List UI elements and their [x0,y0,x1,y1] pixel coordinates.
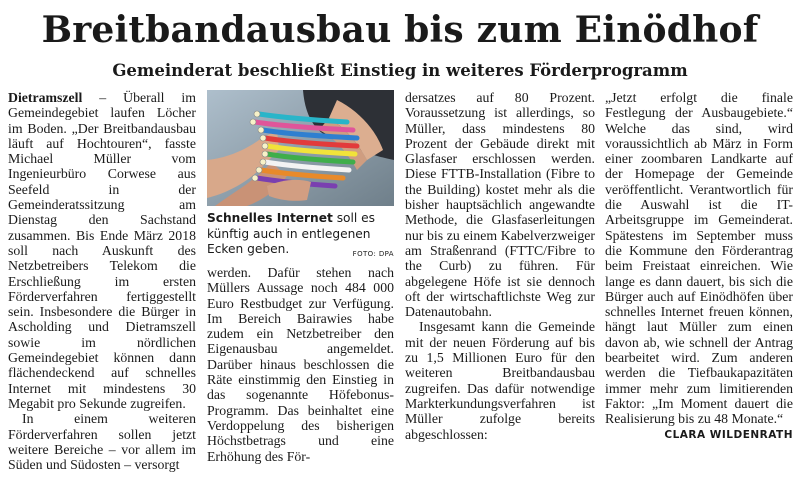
photo-caption [207,211,394,263]
paragraph-text: „Jetzt erfolgt die finale Festlegung der Ausbaugebiete.“ Welche das sind, wird voraussichtlich ab März in Form einer zoombaren Landkarte auf der Homepage der Gemeinde veröffentlicht. Verantwortlich für die Auswahl ist die IT-Arbeitsgruppe im Gemeinderat. Spätestens im September muss die Kommune den Förderantrag beim Freistaat einreichen. Wie lange es dann dauert, bis sich die Bürger auch auf Einödhöfen über schnelles Internet freuen können, hängt laut Müller zum einen davon ab, wie schnell der Antrag bearbeitet wird. Zum anderen werden die Tiefbaukapazitäten immer mehr zum limitierenden Faktor: „Im Moment dauert die Realisierung bis zu 48 Monate.“ [605,90,793,427]
paragraph: In einem weiteren Förderverfahren sollen jetzt weitere Bereiche – vor allem im Süden und Südosten – versorgt [8,411,196,473]
article-column-1 [8,90,196,472]
article-headline: Breitbandausbau bis zum Einödhof [41,9,759,51]
dateline: Dietramszell [8,90,83,105]
paragraph [605,90,793,441]
fiber-cables-illustration [207,90,394,206]
article-column-3 [405,90,595,442]
photo-credit: FOTO: DPA [352,250,394,258]
article-column-2 [207,265,394,464]
paragraph: werden. Dafür stehen nach Müllers Aussage noch 484 000 Euro Restbudget zur Verfügung. Im Bereich Bairawies habe zudem ein Netzbetreiber den Eigenausbau angemeldet. Darüber hinaus beschlossen die Räte einstimmig den Einstieg in das sogenannte Höfebonus-Programm. Das beinhaltet eine Verdoppelung des bisherigen Höchstbetrags und eine Erhöhung des För- [207,265,394,464]
paragraph [8,90,196,411]
caption-text: soll es künftig auch in entlegenen Ecken geben. [207,211,376,256]
article-column-4 [605,90,793,443]
article-subheadline: Gemeinderat beschließt Einstieg in weiteres Förderprogramm [112,61,688,80]
fiber-cables-photo [207,90,394,206]
caption-lead: Schnelles Internet [207,211,333,225]
author-byline: CLARA WILDENRATH [664,428,793,441]
paragraph: Insgesamt kann die Gemeinde mit der neuen Förderung auf bis zu 1,5 Millionen Euro für den weiteren Breitbandausbau zugreifen. Das dafür notwendige Markterkundungsverfahren ist Müller zufolge bereits abgeschlossen: [405,319,595,442]
paragraph: dersatzes auf 80 Prozent. Voraussetzung ist allerdings, so Müller, dass mindestens 80 Prozent der Gebäude direkt mit Glasfaser erschlossen werden. Diese FTTB-Installation (Fibre to the Building) kostet mehr als die bisher hauptsächlich angewandte Methode, die Glasfaserleitungen nur bis zu einem Kabelverzweiger am Straßenrand (FTTC/Fibre to the Curb) zu führen. Für abgelegene Höfe ist sie dennoch oft der wirtschaftlichste Weg zur Datenautobahn. [405,90,595,320]
paragraph-text: – Überall im Gemeindegebiet laufen Löcher im Boden. „Der Breitbandausbau läuft auf Hochtouren“, fasste Michael Müller vom Ingenieurbüro Corwese aus Seefeld in der Gemeinderatssitzung am Dienstag den Sachstand zusammen. Bis Ende März 2018 soll nach Auskunft des Netzbetreibers Telekom die Erschließung im ersten Förderverfahren fertiggestellt sein. Insbesondere die Bürger in Ascholding und Dietramszell sowie im nördlichen Gemeindegebiet können dann flächendeckend auf schnelles Internet mit mindestens 30 Megabit pro Sekunde zugreifen. [8,90,196,411]
